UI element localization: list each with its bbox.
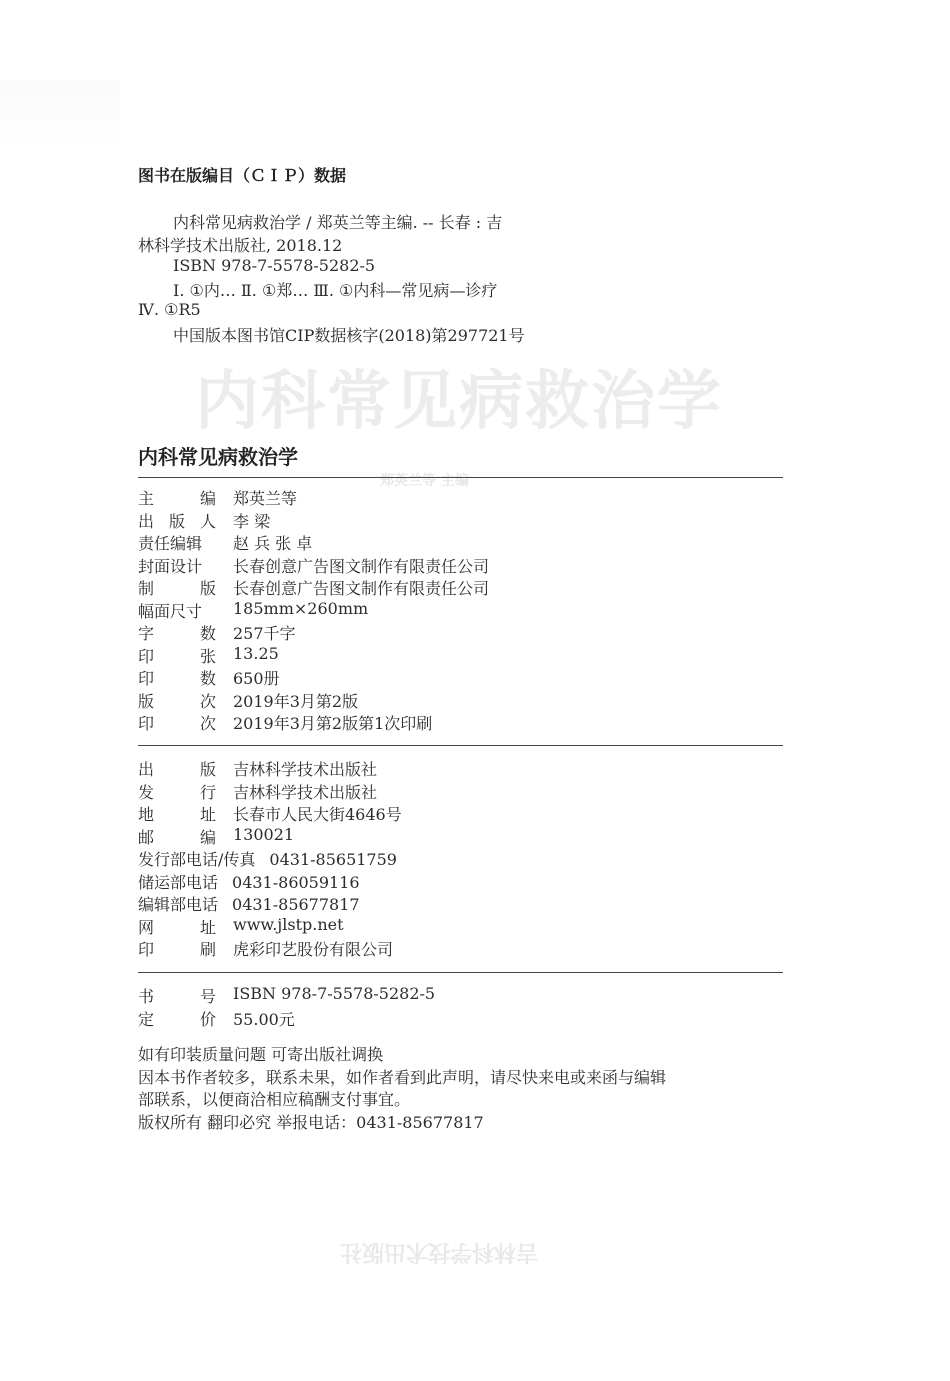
show-through-editors: 郑英兰等 主编 [380, 473, 469, 489]
website-value: www.jlstp.net [233, 915, 344, 934]
cover-design-label: 封面设计 [138, 557, 203, 576]
word-count-value: 257千字 [233, 624, 296, 643]
distribute-value: 吉林科学技术出版社 [233, 783, 378, 802]
cip-line: 中国版本图书馆CIP数据核字(2018)第297721号 [173, 326, 525, 345]
isbn-value: ISBN 978-7-5578-5282-5 [233, 984, 436, 1003]
plate-making-label: 制 版 [138, 579, 216, 598]
show-through-publisher-mark: 吉林科学技术出版社 [340, 1239, 539, 1264]
chief-editor-value: 郑英兰等 [233, 489, 298, 508]
cip-line: Ⅰ. ①内… Ⅱ. ①郑… Ⅲ. ①内科—常见病—诊疗 [173, 281, 498, 300]
postcode-value: 130021 [233, 825, 295, 844]
editorial-phone-value: 0431-85677817 [232, 895, 360, 914]
address-value: 长春市人民大街4646号 [233, 805, 402, 824]
cip-line: 内科常见病救治学 / 郑英兰等主编. -- 长春 : 吉 [173, 213, 503, 232]
distribute-label: 发 行 [138, 783, 216, 802]
publisher-person-label: 出 版 人 [138, 512, 216, 531]
word-count-label: 字 数 [138, 624, 216, 643]
plate-making-value: 长春创意广告图文制作有限责任公司 [233, 579, 490, 598]
edition-value: 2019年3月第2版 [233, 692, 359, 711]
impression-value: 2019年3月第2版第1次印刷 [233, 714, 433, 733]
printer-label: 印 刷 [138, 940, 216, 959]
responsible-editor-label: 责任编辑 [138, 534, 203, 553]
author-notice: 因本书作者较多，联系未果，如作者看到此声明，请尽快来电或来函与编辑 [138, 1068, 667, 1087]
publish-label: 出 版 [138, 760, 216, 779]
paper-shading [0, 80, 120, 150]
sales-phone-label: 发行部电话/传真 [138, 850, 256, 869]
price-value: 55.00元 [233, 1010, 295, 1029]
info-row [138, 870, 360, 892]
quality-notice: 如有印装质量问题 可寄出版社调换 [138, 1045, 384, 1064]
print-run-value: 650册 [233, 669, 280, 688]
printed-sheets-value: 13.25 [233, 644, 279, 663]
sales-phone-value: 0431-85651759 [269, 850, 397, 869]
responsible-editor-value: 赵 兵 张 卓 [233, 534, 313, 553]
storage-phone-value: 0431-86059116 [232, 873, 360, 892]
price-label: 定 价 [138, 1010, 216, 1029]
cip-heading: 图书在版编目（ＣＩＰ）数据 [138, 166, 347, 185]
author-notice-cont: 部联系，以便商洽相应稿酬支付事宜。 [138, 1090, 411, 1109]
copyright-notice: 版权所有 翻印必究 举报电话：0431-85677817 [138, 1113, 484, 1132]
cover-design-value: 长春创意广告图文制作有限责任公司 [233, 557, 490, 576]
storage-phone-label: 储运部电话 [138, 873, 219, 892]
divider [138, 745, 783, 746]
info-row [138, 847, 397, 869]
postcode-label: 邮 编 [138, 828, 216, 847]
cip-line: 林科学技术出版社, 2018.12 [138, 236, 343, 255]
show-through-cover-title: 内科常见病救治学 [195, 365, 723, 439]
publisher-person-value: 李 梁 [233, 512, 271, 531]
publish-value: 吉林科学技术出版社 [233, 760, 378, 779]
edition-label: 版 次 [138, 692, 216, 711]
website-label: 网 址 [138, 918, 216, 937]
divider [138, 477, 783, 478]
print-run-label: 印 数 [138, 669, 216, 688]
divider [138, 972, 783, 973]
info-row [138, 892, 360, 914]
printed-sheets-label: 印 张 [138, 647, 216, 666]
cip-line: ISBN 978-7-5578-5282-5 [173, 256, 376, 275]
format-size-value: 185mm×260mm [233, 599, 369, 618]
cip-line: Ⅳ. ①R5 [138, 300, 201, 319]
printer-value: 虎彩印艺股份有限公司 [233, 940, 394, 959]
impression-label: 印 次 [138, 714, 216, 733]
address-label: 地 址 [138, 805, 216, 824]
format-size-label: 幅面尺寸 [138, 602, 203, 621]
isbn-label: 书 号 [138, 987, 216, 1006]
chief-editor-label: 主 编 [138, 489, 216, 508]
book-title: 内科常见病救治学 [138, 445, 298, 469]
editorial-phone-label: 编辑部电话 [138, 895, 219, 914]
